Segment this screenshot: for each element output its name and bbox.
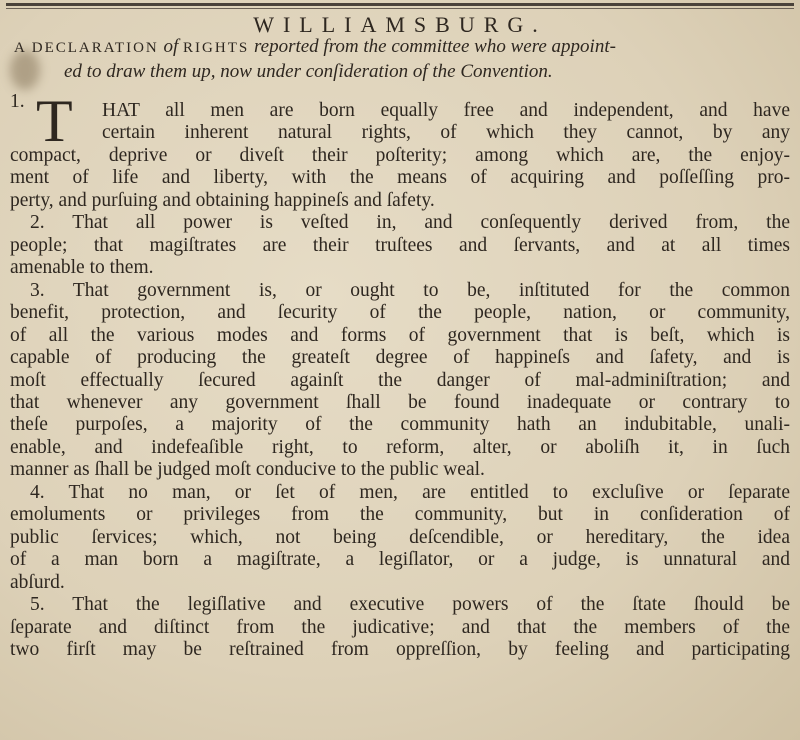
text-line: people; that magiſtrates are their truſtees and ſervants, and at all times (10, 235, 790, 256)
text-line: ment of life and liberty, with the means of acquiring and poſſeſſing pro- (10, 167, 790, 188)
subheading-of: of (163, 36, 179, 57)
text-line: compact, deprive or diveſt their poſterity; among which are, the enjoy- (10, 145, 790, 166)
top-rule-thin (6, 8, 794, 9)
text-line: manner as ſhall be judged moſt conducive to the public weal. (10, 459, 485, 480)
drop-cap: T (36, 88, 73, 154)
text-line: 3. That government is, or ought to be, inſtituted for the common (30, 280, 790, 301)
text-line: theſe purpoſes, a majority of the community hath an indubitable, unali- (10, 414, 790, 435)
text-line: benefit, protection, and ſecurity of the people, nation, or community, (10, 302, 790, 323)
subheading-rights: RIGHTS (183, 40, 250, 56)
text-line: amenable to them. (10, 257, 154, 278)
text-line: certain inherent natural rights, of which they cannot, by any (102, 122, 790, 143)
text-line: emoluments or privileges from the community, but in conſideration of (10, 504, 790, 525)
text-line: capable of producing the greateſt degree of happineſs and ſafety, and is (10, 347, 790, 368)
text-line: that whenever any government ſhall be found inadequate or contrary to (10, 392, 790, 413)
text-line: moſt effectually ſecured againſt the danger of mal-adminiſtration; and (10, 370, 790, 391)
text-line: two firſt may be reſtrained from oppreſſion, by feeling and participating (10, 639, 790, 660)
subheading-reported: reported from the committee who were appoint- (253, 36, 616, 57)
text-line: 4. That no man, or ſet of men, are entitled to excluſive or ſeparate (30, 482, 790, 503)
text-line: enable, and indefeaſible right, to reform, alter, or aboliſh it, in ſuch (10, 437, 790, 458)
text-line: of all the various modes and forms of government that is beſt, which is (10, 325, 790, 346)
text-line: abſurd. (10, 572, 65, 593)
top-rule (6, 3, 794, 6)
text-line: 2. That all power is veſted in, and conſequently derived from, the (30, 212, 790, 233)
paragraph-number-1: 1. (10, 91, 25, 112)
text-line: ſeparate and diſtinct from the judicative; and that the members of the (10, 617, 790, 638)
subheading-line-1 (14, 36, 794, 58)
text-line: of a man born a magiſtrate, a legiſlator, or a judge, is unnatural and (10, 549, 790, 570)
text-line: public ſervices; which, not being deſcendible, or hereditary, the idea (10, 527, 790, 548)
text-line: HAT all men are born equally free and independent, and have (102, 100, 790, 121)
heading: WILLIAMSBURG. (253, 12, 547, 37)
subheading-line-2: ed to draw them up, now under conſideration of the Convention. (64, 61, 553, 82)
text-line: perty, and purſuing and obtaining happineſs and ſafety. (10, 190, 435, 211)
text-line: 5. That the legiſlative and executive powers of the ſtate ſhould be (30, 594, 790, 615)
subheading-declaration: A DECLARATION (14, 40, 159, 56)
